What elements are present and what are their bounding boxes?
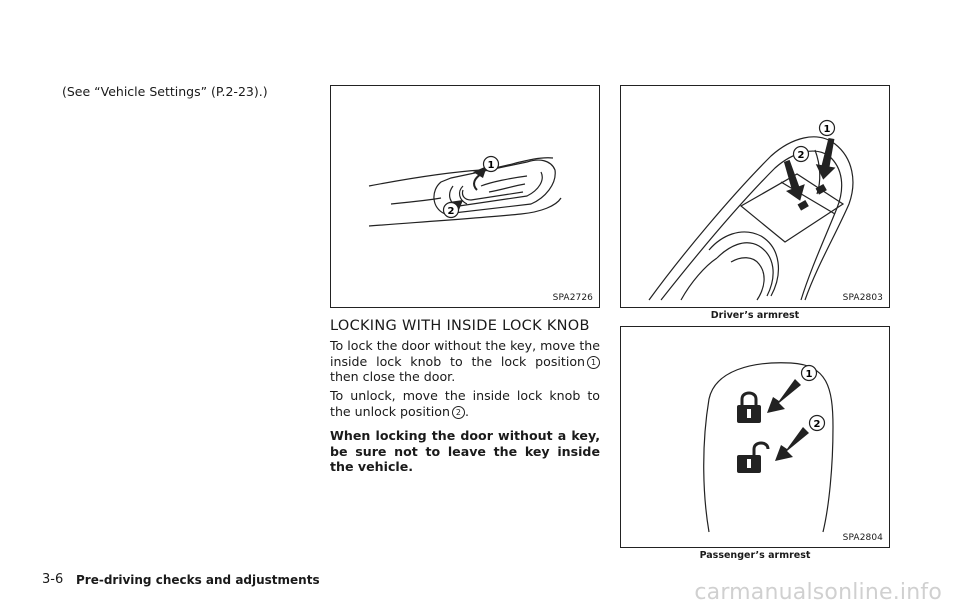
figure-caption: Driver’s armrest xyxy=(710,310,800,321)
lock-instruction-end: then close the door. xyxy=(330,369,456,384)
marker-2-label: 2 xyxy=(797,150,805,161)
marker-2-label: 2 xyxy=(447,206,455,217)
vehicle-settings-reference: (See “Vehicle Settings” (P.2-23).) xyxy=(62,84,268,99)
chapter-title: Pre-driving checks and adjustments xyxy=(76,573,320,587)
position-2-marker: 2 xyxy=(452,406,465,419)
lock-open-icon xyxy=(737,443,768,473)
arrow-icon xyxy=(767,379,801,413)
figure-inside-lock-knob xyxy=(330,85,600,308)
unlock-instruction-text: To unlock, move the inside lock knob to the unlock position xyxy=(330,388,600,419)
door-handle-illustration xyxy=(331,86,599,307)
section-heading: LOCKING WITH INSIDE LOCK KNOB xyxy=(330,318,590,334)
page-number: 3-6 xyxy=(42,572,64,587)
passengers-armrest-illustration xyxy=(621,327,889,547)
figure-drivers-armrest xyxy=(620,85,890,308)
figure-caption: Passenger’s armrest xyxy=(699,550,811,561)
drivers-armrest-illustration xyxy=(621,86,889,307)
figure-passengers-armrest xyxy=(620,326,890,548)
marker-2-label: 2 xyxy=(813,419,821,430)
watermark: carmanualsonline.info xyxy=(694,580,942,605)
marker-1-label: 1 xyxy=(823,124,831,135)
lock-instruction-paragraph xyxy=(330,338,600,385)
figure-code: SPA2726 xyxy=(552,293,593,303)
unlock-instruction-end: . xyxy=(464,403,469,419)
arrow-icon xyxy=(775,427,809,461)
key-warning-paragraph: When locking the door without a key, be sure not to leave the key inside the vehicle. xyxy=(330,428,600,474)
lock-instruction-text: To lock the door without the key, move the inside lock knob to the lock position xyxy=(330,338,600,369)
marker-1-label: 1 xyxy=(805,369,813,380)
unlock-instruction-paragraph xyxy=(330,388,600,419)
position-1-marker: 1 xyxy=(587,356,600,369)
lock-closed-icon xyxy=(737,393,761,423)
figure-code: SPA2804 xyxy=(842,533,883,543)
marker-1-label: 1 xyxy=(487,160,495,171)
figure-code: SPA2803 xyxy=(842,293,883,303)
